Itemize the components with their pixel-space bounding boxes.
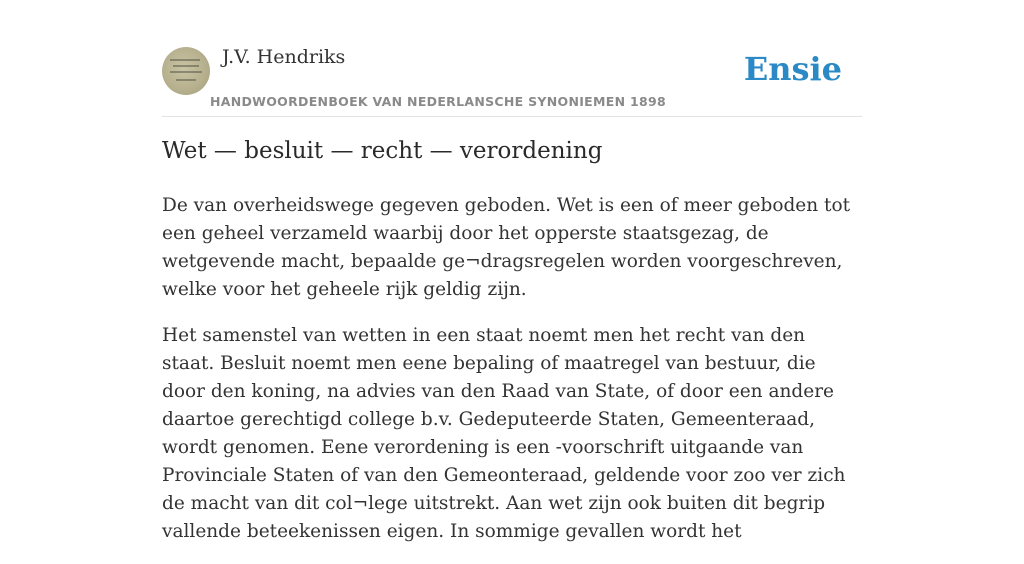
source-title[interactable]: HANDWOORDENBOEK VAN NEDERLANSCHE SYNONIEMEN 1898 xyxy=(210,94,667,109)
article-body xyxy=(162,192,862,564)
page-title: Wet — besluit — recht — verordening xyxy=(162,138,603,164)
book-cover-avatar[interactable] xyxy=(162,47,210,95)
ensie-logo[interactable]: Ensie xyxy=(743,50,842,88)
paragraph: Het samenstel van wetten in een staat noemt men het recht van den staat. Besluit noemt men eene bepaling of maatregel van bestuur, die door den koning, na advies van den Raad van State, of door een andere daartoe gerechtigd college b.v. Gedeputeerde Staten, Gemeenteraad, wordt genomen. Eene verordening is een -voorschrift uitgaande van Provinciale Staten of van den Gemeonteraad, geldende voor zoo ver zich de macht van dit col¬lege uitstrekt. Aan wet zijn ook buiten dit begrip vallende beteekenissen eigen. In sommige gevallen wordt het xyxy=(162,325,846,542)
author-name[interactable]: J.V. Hendriks xyxy=(222,46,346,68)
paragraph: De van overheidswege gegeven geboden. Wet is een of meer geboden tot een geheel verzameld waarbij door het opperste staatsgezag, de wetgevende macht, bepaalde ge¬dragsregelen worden voorgeschreven, welke voor het geheele rijk geldig zijn. xyxy=(162,195,851,300)
header xyxy=(162,44,862,117)
